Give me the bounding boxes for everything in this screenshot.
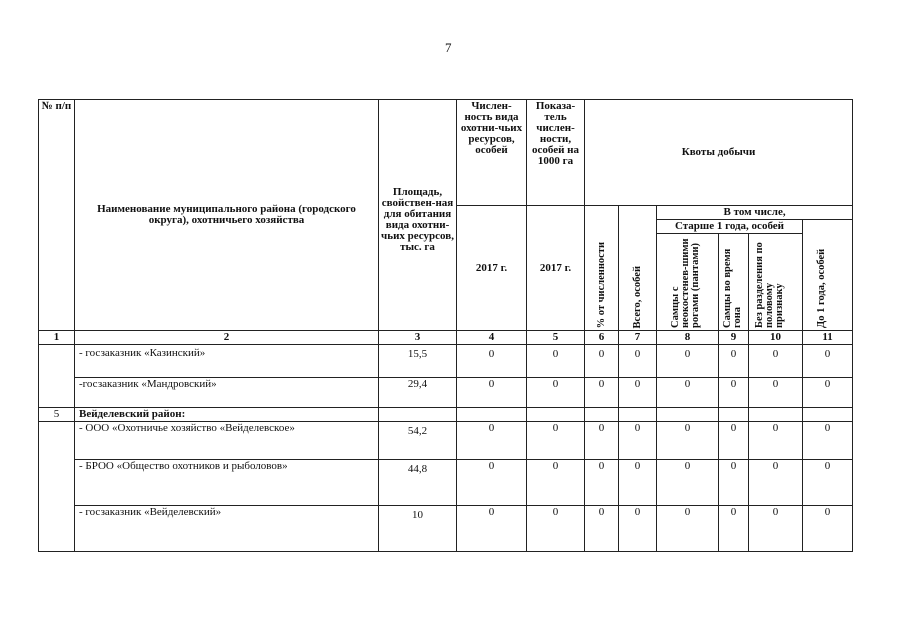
page-number: 7 xyxy=(445,40,452,55)
header-males: Самцы с неокостенев-шими рогами (пантами) xyxy=(669,238,701,328)
row-cell xyxy=(619,408,657,422)
header-year-population: 2017 г. xyxy=(457,206,527,331)
table-row xyxy=(39,408,853,422)
row-cell: 0 xyxy=(619,345,657,378)
row-cell: 0 xyxy=(719,506,749,552)
row-cell: 0 xyxy=(457,506,527,552)
row-area: 29,4 xyxy=(379,378,457,408)
row-cell xyxy=(527,408,585,422)
row-cell: 0 xyxy=(527,345,585,378)
row-area: 44,8 xyxy=(379,460,457,506)
row-cell xyxy=(657,408,719,422)
row-cell: 0 xyxy=(527,422,585,460)
header-nosex: Без разделения по половому признаку xyxy=(753,242,785,328)
row-cell: 0 xyxy=(803,460,853,506)
header-older: Старше 1 года, особей xyxy=(657,220,803,234)
row-cell xyxy=(585,408,619,422)
row-num xyxy=(39,345,75,408)
row-cell: 0 xyxy=(657,378,719,408)
table-row xyxy=(39,345,853,378)
col-number: 4 xyxy=(457,331,527,345)
header-area: Площадь, свойствен-ная для обитания вида охотни-чьих ресурсов, тыс. га xyxy=(379,100,457,331)
header-num: № п/п xyxy=(39,100,75,331)
table-row xyxy=(39,506,853,552)
row-name: - госзаказник «Вейделевский» xyxy=(75,506,379,552)
header-young: До 1 года, особей xyxy=(815,248,827,328)
row-area: 10 xyxy=(379,506,457,552)
row-name: Вейделевский район: xyxy=(75,408,379,422)
row-cell: 0 xyxy=(749,460,803,506)
row-num xyxy=(39,422,75,552)
header-density: Показа-тель числен-ности, особей на 1000 га xyxy=(527,100,585,206)
row-cell: 0 xyxy=(527,460,585,506)
row-name: - ООО «Охотничье хозяйство «Вейделевское» xyxy=(75,422,379,460)
header-males-rut: Самцы во время гона xyxy=(721,248,743,328)
row-cell: 0 xyxy=(457,378,527,408)
row-cell: 0 xyxy=(803,345,853,378)
column-numbers-row xyxy=(39,331,853,345)
row-cell: 0 xyxy=(803,422,853,460)
row-cell: 0 xyxy=(527,506,585,552)
col-number: 2 xyxy=(75,331,379,345)
header-year-density: 2017 г. xyxy=(527,206,585,331)
row-area: 54,2 xyxy=(379,422,457,460)
row-cell: 0 xyxy=(619,506,657,552)
quota-table xyxy=(38,99,853,552)
row-cell: 0 xyxy=(657,345,719,378)
row-area xyxy=(379,408,457,422)
row-cell: 0 xyxy=(585,345,619,378)
row-cell: 0 xyxy=(585,506,619,552)
col-number: 5 xyxy=(527,331,585,345)
row-cell: 0 xyxy=(585,460,619,506)
row-cell: 0 xyxy=(803,378,853,408)
row-cell: 0 xyxy=(657,506,719,552)
col-number: 1 xyxy=(39,331,75,345)
row-cell: 0 xyxy=(803,506,853,552)
row-cell: 0 xyxy=(527,378,585,408)
row-cell: 0 xyxy=(749,378,803,408)
row-cell: 0 xyxy=(457,460,527,506)
col-number: 8 xyxy=(657,331,719,345)
row-cell: 0 xyxy=(719,422,749,460)
header-percent: % от численности xyxy=(595,241,607,328)
row-cell: 0 xyxy=(457,422,527,460)
row-name: - БРОО «Общество охотников и рыболовов» xyxy=(75,460,379,506)
row-cell: 0 xyxy=(657,460,719,506)
row-cell: 0 xyxy=(749,345,803,378)
row-cell: 0 xyxy=(585,378,619,408)
col-number: 9 xyxy=(719,331,749,345)
table-row xyxy=(39,460,853,506)
row-area: 15,5 xyxy=(379,345,457,378)
row-cell xyxy=(749,408,803,422)
row-cell: 0 xyxy=(719,345,749,378)
row-cell xyxy=(719,408,749,422)
row-name: - госзаказник «Казинский» xyxy=(75,345,379,378)
header-total: Всего, особей xyxy=(631,265,643,328)
row-cell: 0 xyxy=(619,378,657,408)
table-row xyxy=(39,422,853,460)
table-row xyxy=(39,378,853,408)
row-cell xyxy=(803,408,853,422)
header-quotas: Квоты добычи xyxy=(585,100,853,206)
header-including: В том числе, xyxy=(657,206,853,220)
row-cell: 0 xyxy=(657,422,719,460)
row-cell: 0 xyxy=(749,422,803,460)
col-number: 11 xyxy=(803,331,853,345)
header-population: Числен-ность вида охотни-чьих ресурсов, особей xyxy=(457,100,527,206)
row-num: 5 xyxy=(39,408,75,422)
row-cell: 0 xyxy=(719,378,749,408)
col-number: 6 xyxy=(585,331,619,345)
col-number: 10 xyxy=(749,331,803,345)
col-number: 7 xyxy=(619,331,657,345)
row-cell xyxy=(457,408,527,422)
col-number: 3 xyxy=(379,331,457,345)
row-cell: 0 xyxy=(457,345,527,378)
row-cell: 0 xyxy=(619,422,657,460)
row-name: -госзаказник «Мандровский» xyxy=(75,378,379,408)
row-cell: 0 xyxy=(619,460,657,506)
row-cell: 0 xyxy=(719,460,749,506)
row-cell: 0 xyxy=(585,422,619,460)
row-cell: 0 xyxy=(749,506,803,552)
header-name: Наименование муниципального района (городского округа), охотничьего хозяйства xyxy=(75,100,379,331)
